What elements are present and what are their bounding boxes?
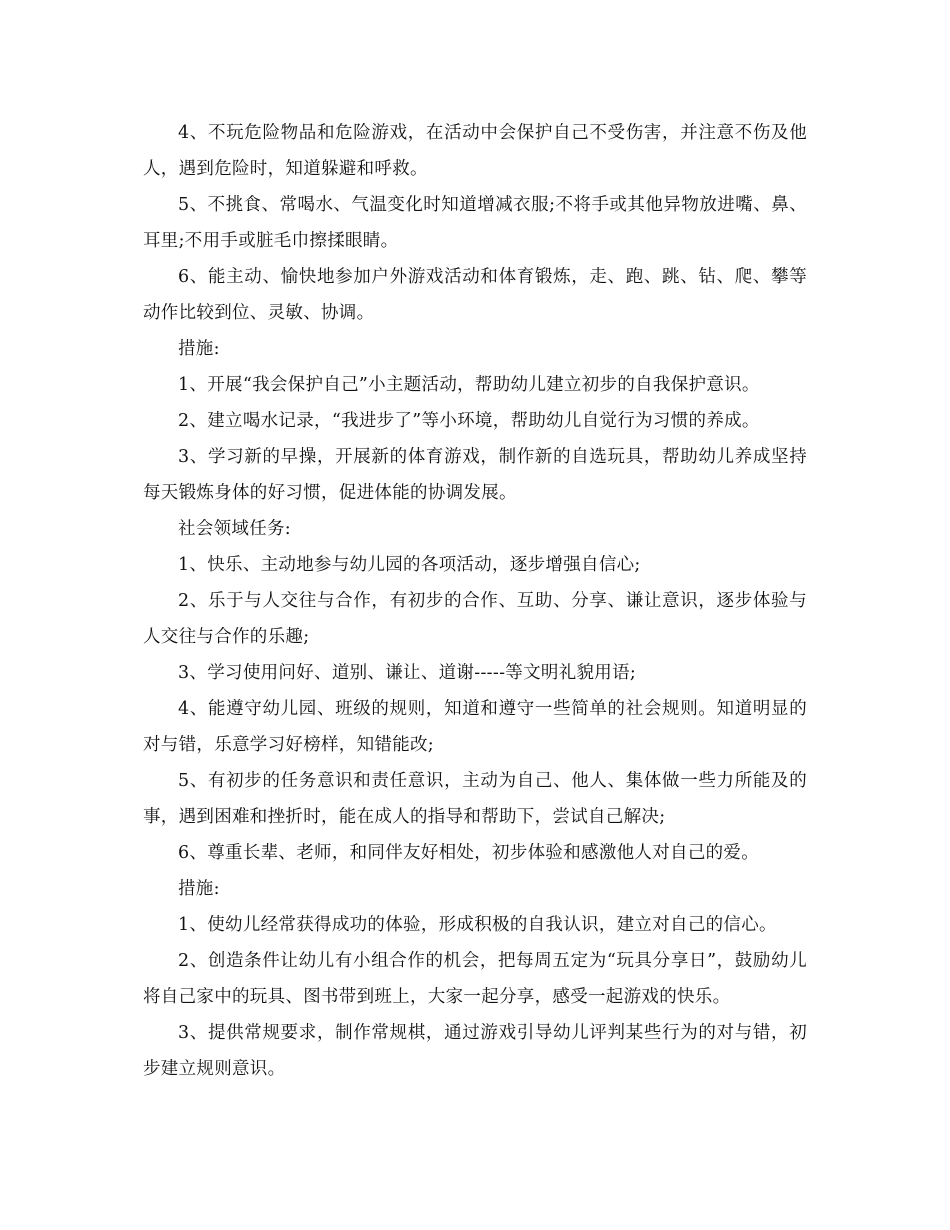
document-body — [143, 115, 807, 1087]
paragraph: 2、建立喝水记录，“我进步了”等小环境，帮助幼儿自觉行为习惯的养成。 — [178, 411, 760, 431]
paragraph: 3、提供常规要求，制作常规棋，通过游戏引导幼儿评判某些行为的对与错，初步建立规则意识。 — [143, 1023, 807, 1079]
paragraph: 2、乐于与人交往与合作，有初步的合作、互助、分享、谦让意识，逐步体验与人交往与合作的乐趣; — [143, 591, 807, 647]
paragraph: 3、学习新的早操，开展新的体育游戏，制作新的自选玩具，帮助幼儿养成坚持每天锻炼身体的好习惯，促进体能的协调发展。 — [143, 447, 807, 503]
paragraph: 6、能主动、愉快地参加户外游戏活动和体育锻炼，走、跑、跳、钻、爬、攀等动作比较到位、灵敏、协调。 — [143, 267, 807, 323]
paragraph: 6、尊重长辈、老师，和同伴友好相处，初步体验和感激他人对自己的爱。 — [178, 843, 760, 863]
paragraph: 1、快乐、主动地参与幼儿园的各项活动，逐步增强自信心; — [178, 555, 641, 575]
section-heading: 社会领域任务: — [178, 519, 291, 539]
section-heading: 措施: — [178, 339, 220, 359]
paragraph: 1、开展“我会保护自己”小主题活动，帮助幼儿建立初步的自我保护意识。 — [178, 375, 760, 395]
paragraph: 4、能遵守幼儿园、班级的规则，知道和遵守一些简单的社会规则。知道明显的对与错，乐意学习好榜样，知错能改; — [143, 699, 807, 755]
paragraph: 5、不挑食、常喝水、气温变化时知道增减衣服;不将手或其他异物放进嘴、鼻、耳里;不用手或脏毛巾擦揉眼睛。 — [143, 195, 807, 251]
paragraph: 2、创造条件让幼儿有小组合作的机会，把每周五定为“玩具分享日”，鼓励幼儿将自己家中的玩具、图书带到班上，大家一起分享，感受一起游戏的快乐。 — [143, 951, 807, 1007]
section-heading: 措施: — [178, 879, 220, 899]
paragraph: 4、不玩危险物品和危险游戏，在活动中会保护自己不受伤害，并注意不伤及他人，遇到危险时，知道躲避和呼救。 — [143, 123, 807, 179]
paragraph: 3、学习使用问好、道别、谦让、道谢-----等文明礼貌用语; — [178, 663, 637, 683]
paragraph: 5、有初步的任务意识和责任意识，主动为自己、他人、集体做一些力所能及的事，遇到困难和挫折时，能在成人的指导和帮助下，尝试自己解决; — [143, 771, 807, 827]
paragraph: 1、使幼儿经常获得成功的体验，形成积极的自我认识，建立对自己的信心。 — [178, 915, 777, 935]
